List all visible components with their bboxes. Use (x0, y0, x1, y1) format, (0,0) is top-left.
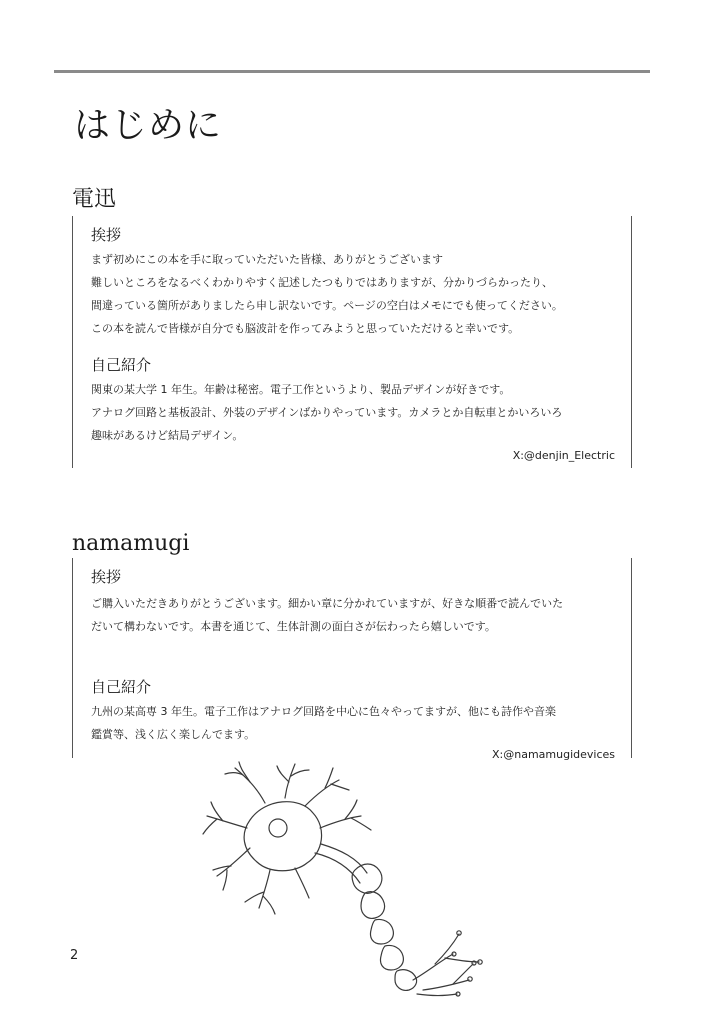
greeting-line: 間違っている箇所がありましたら申し訳ないです。ページの空白はメモにでも使ってください。 (91, 299, 563, 312)
author-name-namamugi: namamugi (72, 531, 190, 556)
intro-line: 関東の某大学 1 年生。年齢は秘密。電子工作というより、製品デザインが好きです。 (91, 383, 511, 396)
intro-line: 鑑賞等、浅く広く楽しんでます。 (91, 728, 256, 741)
intro-heading: 自己紹介 (91, 678, 152, 696)
greeting-heading: 挨拶 (91, 226, 122, 244)
top-rule (54, 70, 650, 73)
author-box-namamugi (72, 558, 632, 761)
greeting-line: この本を読んで皆様が自分でも脳波計を作ってみようと思っていただけると幸いです。 (91, 322, 520, 335)
neuron-illustration (195, 758, 495, 998)
intro-heading: 自己紹介 (91, 356, 152, 374)
author-box-denjin (72, 216, 632, 468)
intro-line: 趣味があるけど結局デザイン。 (91, 429, 244, 442)
greeting-line: ご購入いただきありがとうございます。細かい章に分かれていますが、好きな順番で読んでいた (91, 597, 564, 610)
greeting-line: まず初めにこの本を手に取っていただいた皆様、ありがとうございます (91, 253, 443, 266)
intro-line: アナログ回路と基板設計、外装のデザインばかりやっています。カメラとか自転車とかいろいろ (91, 406, 563, 419)
author-name-denjin: 電迅 (72, 187, 117, 212)
page-number: 2 (70, 948, 79, 963)
greeting-line: だいて構わないです。本書を通じて、生体計測の面白さが伝わったら嬉しいです。 (91, 620, 496, 633)
greeting-line: 難しいところをなるべくわかりやすく記述したつもりではありますが、分かりづらかったり、 (91, 276, 553, 289)
greeting-heading: 挨拶 (91, 568, 122, 586)
contact-handle: X:@denjin_Electric (512, 449, 615, 462)
intro-line: 九州の某高専 3 年生。電子工作はアナログ回路を中心に色々やってますが、他にも詩作や音楽 (91, 705, 556, 718)
page-title: はじめに (74, 105, 223, 146)
contact-handle: X:@namamugidevices (492, 748, 615, 761)
